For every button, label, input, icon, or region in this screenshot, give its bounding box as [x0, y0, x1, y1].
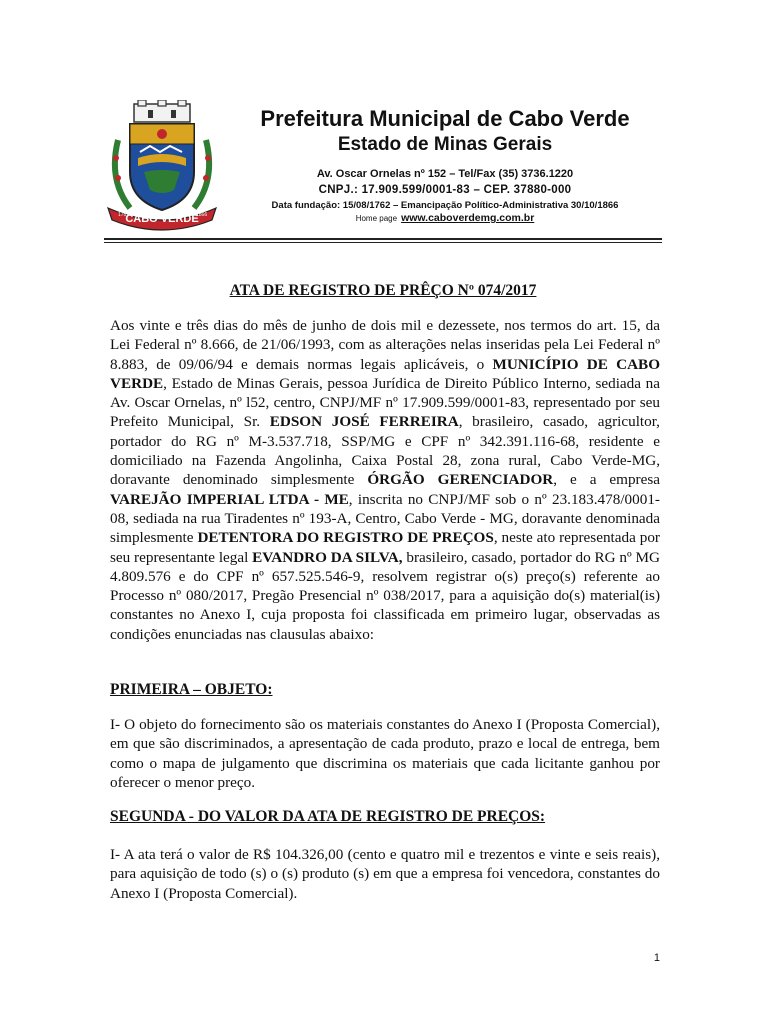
homepage-label: Home page — [355, 214, 398, 223]
intro-bold-empresa: VAREJÃO IMPERIAL LTDA - ME — [110, 490, 349, 508]
header-cnpj: CNPJ.: 17.909.599/0001-83 – CEP. 37880-000 — [318, 184, 572, 196]
crest-year-right: 1866 — [196, 212, 208, 218]
section-1-text: I- O objeto do fornecimento são os materiais constantes do Anexo I (Proposta Comercial), em que são discriminados, a apresentação de cada produto, prazo e local de entrega, bem como o mapa de julgamento que discrimina os materiais que cada licitante ganhou por oferecer o menor preço. — [110, 716, 660, 791]
intro-text-3: , brasileiro, casado, agricultor, portador do RG nº M-3.537.718, SSP/MG e CPF nº 342.391.116-68, residente e domiciliado na Fazenda Angolinha, Caixa Postal 28, zona rural, Cabo Verde-MG, doravante denominado simplesmente — [110, 413, 660, 489]
homepage-link[interactable]: www.caboverdemg.com.br — [401, 212, 535, 224]
crest-banner-text: CABO VERDE — [125, 213, 199, 225]
section-1-title: PRIMEIRA – OBJETO: — [110, 681, 273, 698]
header-divider-thick — [104, 238, 662, 240]
header-foundation: Data fundação: 15/08/1762 – Emancipação Político-Administrativa 30/10/1866 — [271, 200, 619, 211]
intro-bold-representante: EVANDRO DA SILVA, — [252, 548, 403, 566]
intro-text-4: , e a empresa — [553, 471, 660, 489]
intro-bold-detentora: DETENTORA DO REGISTRO DE PREÇOS — [197, 529, 494, 547]
intro-bold-prefeito: EDSON JOSÉ FERREIRA — [269, 413, 459, 431]
document-title: ATA DE REGISTRO DE PRÊÇO Nº 074/2017 — [229, 282, 537, 299]
header-title: Prefeitura Municipal de Cabo Verde — [260, 106, 630, 131]
header-homepage — [200, 212, 690, 224]
page-number: 1 — [653, 952, 660, 964]
intro-text-6: , neste ato representada por seu representante legal — [110, 529, 660, 566]
intro-paragraph — [110, 316, 660, 644]
section-2-text: I- A ata terá o valor de R$ 104.326,00 (cento e quatro mil e trezentos e vinte e seis reais), para aquisição de todo (s) o (s) produto (s) em que a empresa foi vencedora, constantes do Anexo I (Proposta Comercial). — [110, 846, 660, 902]
intro-bold-orgao: ÓRGÃO GERENCIADOR — [367, 471, 554, 489]
intro-text-5: , inscrita no CNPJ/MF sob o nº 23.183.478/0001-08, sediada na rua Tiradentes nº 193-A, Centro, Cabo Verde - MG, doravante denominada simplesmente — [110, 490, 660, 547]
intro-text-7: brasileiro, casado, portador do RG nº MG 4.809.576 e do CPF nº 657.525.546-9, resolvem registrar o(s) preço(s) referente ao Processo nº 080/2017, Pregão Presencial nº 038/2017, para a aquisição do(s) material(is) constantes no Anexo I, cuja proposta foi classificada em primeiro lugar, observadas as condições enunciadas nas clausulas abaixo: — [110, 548, 660, 643]
intro-text-1: Aos vinte e três dias do mês de junho de dois mil e dezessete, nos termos do art. 15, da Lei Federal nº 8.666, de 21/06/1993, com as alterações nelas inseridas pela Lei Federal nº 8.883, de 09/06/94 e demais normas legais aplicáveis, o — [110, 317, 660, 373]
section-2-title: SEGUNDA - DO VALOR DA ATA DE REGISTRO DE PREÇOS: — [110, 808, 546, 825]
header-divider-thin — [104, 242, 662, 243]
crest-year-left: 1762 — [118, 212, 130, 218]
header-address: Av. Oscar Ornelas nº 152 – Tel/Fax (35) 3736.1220 — [316, 168, 574, 180]
intro-bold-municipio: MUNICÍPIO DE CABO VERDE — [110, 355, 661, 392]
header-subtitle: Estado de Minas Gerais — [337, 134, 553, 155]
intro-text-2: , Estado de Minas Gerais, pessoa Jurídica de Direito Público Interno, sediada na Av. Oscar Ornelas, nº l52, centro, CNPJ/MF nº 17.909.599/0001-83, representado por seu Prefeito Municipal, Sr. — [110, 374, 660, 431]
